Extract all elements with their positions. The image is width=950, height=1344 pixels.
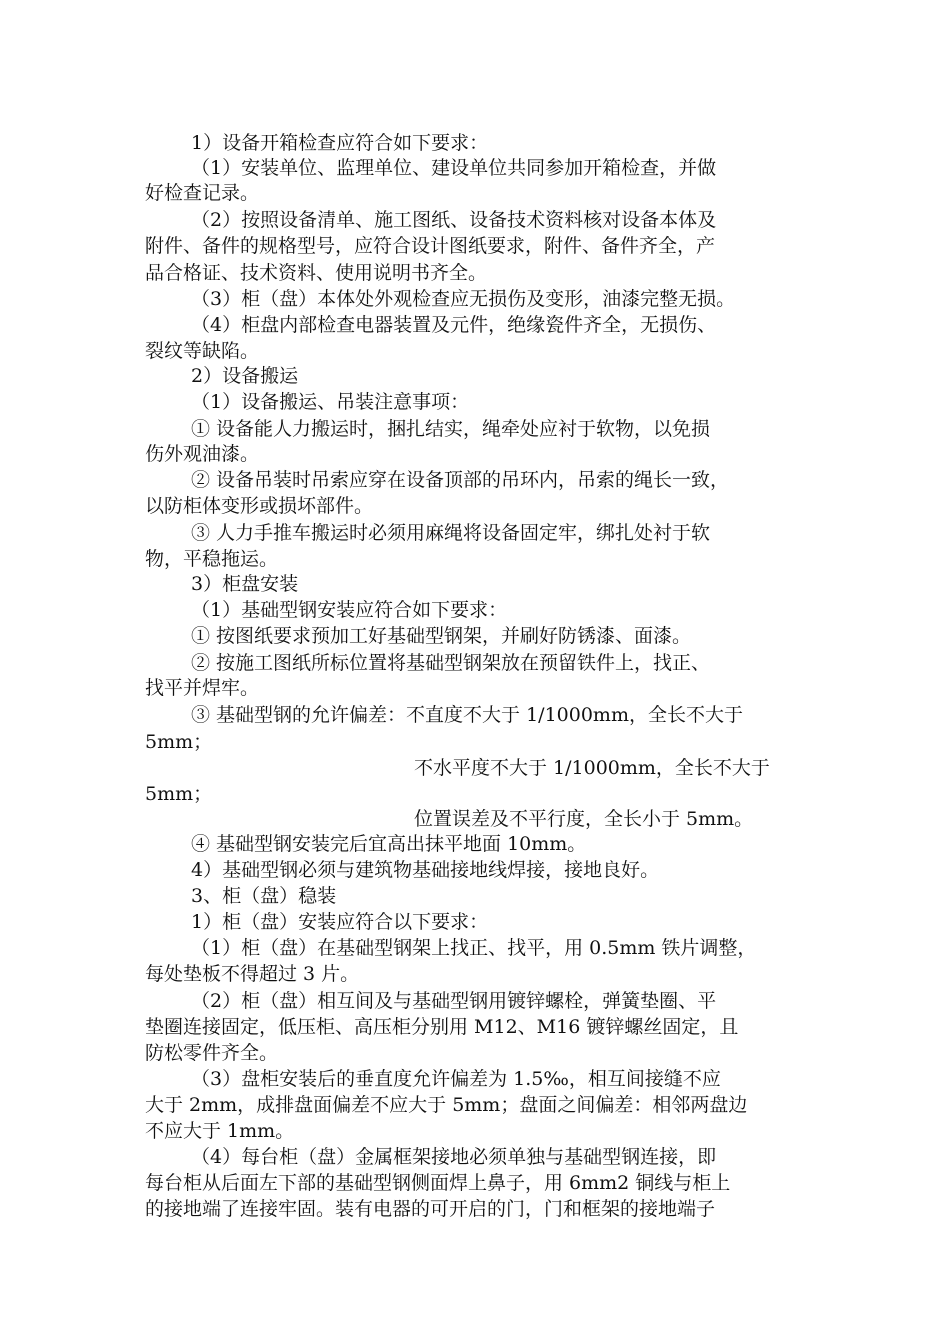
text-line: ④ 基础型钢安装完后宜高出抹平地面 10mm。 <box>191 833 587 855</box>
text-line: （1）基础型钢安装应符合如下要求： <box>191 599 508 621</box>
text-line: 垫圈连接固定，低压柜、高压柜分别用 M12、M16 镀锌螺丝固定，且 <box>145 1016 739 1038</box>
text-line: 的接地端了连接牢固。装有电器的可开启的门，门和框架的接地端子 <box>145 1198 716 1220</box>
text-line: 裂纹等缺陷。 <box>145 340 260 362</box>
text-line: 以防柜体变形或损坏部件。 <box>145 495 374 517</box>
text-line: ③ 人力手推车搬运时必须用麻绳将设备固定牢，绑扎处衬于软 <box>191 522 711 544</box>
text-line: ① 设备能人力搬运时，捆扎结实，绳牵处应衬于软物，以免损 <box>191 418 711 440</box>
text-line: 物，平稳拖运。 <box>145 548 279 570</box>
text-line: 1）设备开箱检查应符合如下要求： <box>191 132 489 154</box>
text-line: （2）柜（盘）相互间及与基础型钢用镀锌螺栓，弹簧垫圈、平 <box>191 990 717 1012</box>
text-line: （1）柜（盘）在基础型钢架上找正、找平，用 0.5mm 铁片调整， <box>191 937 757 959</box>
text-line: （4）柜盘内部检查电器装置及元件，绝缘瓷件齐全，无损伤、 <box>191 314 717 336</box>
text-line: 每台柜从后面左下部的基础型钢侧面焊上鼻子，用 6mm2 铜线与柜上 <box>145 1172 731 1194</box>
text-line: 3、柜（盘）稳装 <box>191 885 337 907</box>
text-line: （3）盘柜安装后的垂直度允许偏差为 1.5‰，相互间接缝不应 <box>191 1068 721 1090</box>
text-line: 不水平度不大于 1/1000mm，全长不大于 <box>414 757 770 779</box>
text-line: 5mm； <box>145 783 213 805</box>
text-line: 伤外观油漆。 <box>145 443 260 465</box>
text-line: 3）柜盘安装 <box>191 573 299 595</box>
text-line: （1）设备搬运、吊装注意事项： <box>191 391 470 413</box>
text-line: 大于 2mm，成排盘面偏差不应大于 5mm；盘面之间偏差：相邻两盘边 <box>145 1094 748 1116</box>
text-line: （3）柜（盘）本体处外观检查应无损伤及变形，油漆完整无损。 <box>191 288 736 310</box>
text-line: （4）每台柜（盘）金属框架接地必须单独与基础型钢连接，即 <box>191 1146 717 1168</box>
text-line: 防松零件齐全。 <box>145 1042 279 1064</box>
text-line: 5mm； <box>145 731 213 753</box>
text-line: ② 按施工图纸所标位置将基础型钢架放在预留铁件上，找正、 <box>191 652 711 674</box>
text-line: ③ 基础型钢的允许偏差：不直度不大于 1/1000mm，全长不大于 <box>191 704 743 726</box>
text-line: （1）安装单位、监理单位、建设单位共同参加开箱检查，并做 <box>191 157 717 179</box>
text-line: 1）柜（盘）安装应符合以下要求： <box>191 911 489 933</box>
text-line: 找平并焊牢。 <box>145 677 260 699</box>
text-line: 位置误差及不平行度，全长小于 5mm。 <box>414 808 754 830</box>
text-line: ① 按图纸要求预加工好基础型钢架，并刷好防锈漆、面漆。 <box>191 625 692 647</box>
text-line: 好检查记录。 <box>145 182 260 204</box>
text-line: 2）设备搬运 <box>191 365 299 387</box>
text-line: 品合格证、技术资料、使用说明书齐全。 <box>145 262 488 284</box>
text-line: 附件、备件的规格型号，应符合设计图纸要求，附件、备件齐全，产 <box>145 235 716 257</box>
text-line: 每处垫板不得超过 3 片。 <box>145 963 360 985</box>
text-line: （2）按照设备清单、施工图纸、设备技术资料核对设备本体及 <box>191 209 717 231</box>
text-line: 不应大于 1mm。 <box>145 1120 295 1142</box>
text-line: ② 设备吊装时吊索应穿在设备顶部的吊环内，吊索的绳长一致， <box>191 469 730 491</box>
text-line: 4）基础型钢必须与建筑物基础接地线焊接，接地良好。 <box>191 859 660 881</box>
